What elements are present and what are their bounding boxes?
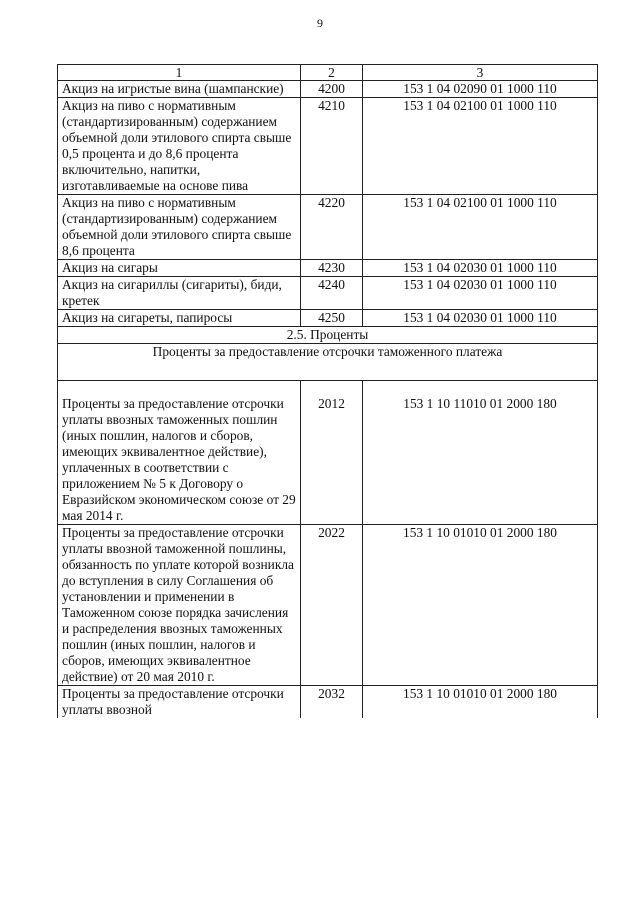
budget-classification-code: 153 1 04 02030 01 1000 110: [363, 260, 598, 277]
page-number: 9: [317, 16, 323, 30]
table-row: [58, 98, 598, 195]
column-header-1: 1: [58, 65, 301, 81]
payment-code: 2012: [301, 381, 363, 525]
table-row: [58, 686, 598, 719]
payment-name: Акциз на пиво с нормативным (стандартизированным) содержанием объемной доли этилового спирта свыше 8,6 процента: [58, 195, 301, 260]
budget-classification-code: 153 1 04 02030 01 1000 110: [363, 277, 598, 310]
payment-code: 4250: [301, 310, 363, 327]
payment-code: 2032: [301, 686, 363, 719]
payment-code: 4200: [301, 81, 363, 98]
table-row: [58, 81, 598, 98]
table-row: [58, 310, 598, 327]
payment-name: Акциз на игристые вина (шампанские): [58, 81, 301, 98]
payment-name: Акциз на пиво с нормативным (стандартизированным) содержанием объемной доли этилового спирта свыше 0,5 процента и до 8,6 процента включительно, напитки, изготавливаемые на основе пива: [58, 98, 301, 195]
payment-name: Проценты за предоставление отсрочки уплаты ввозной таможенной пошлины, обязанность по уплате которой возникла до вступления в силу Соглашения об установлении и применении в Таможенном союзе порядка зачисления и распределения ввозных таможенных пошлин (иных пошлин, налогов и сборов, имеющих эквивалентное действие) от 20 мая 2010 г.: [58, 525, 301, 686]
payment-code: 4240: [301, 277, 363, 310]
table-row: [58, 525, 598, 686]
payment-name: Проценты за предоставление отсрочки уплаты ввозных таможенных пошлин (иных пошлин, налогов и сборов, имеющих эквивалентное действие), уплаченных в соответствии с приложением № 5 к Договору о Евразийском экономическом союзе от 29 мая 2014 г.: [58, 381, 301, 525]
subsection-title: Проценты за предоставление отсрочки таможенного платежа: [58, 344, 598, 381]
payment-name: Акциз на сигареты, папиросы: [58, 310, 301, 327]
budget-classification-code: 153 1 04 02100 01 1000 110: [363, 98, 598, 195]
table-row: [58, 381, 598, 525]
payment-code: 2022: [301, 525, 363, 686]
budget-classification-code: 153 1 04 02030 01 1000 110: [363, 310, 598, 327]
payment-code: 4220: [301, 195, 363, 260]
payment-name: Акциз на сигары: [58, 260, 301, 277]
budget-classification-code: 153 1 04 02100 01 1000 110: [363, 195, 598, 260]
budget-classification-code: 153 1 04 02090 01 1000 110: [363, 81, 598, 98]
payment-code: 4230: [301, 260, 363, 277]
payment-name: Акциз на сигариллы (сигариты), биди, кретек: [58, 277, 301, 310]
budget-classification-code: 153 1 10 01010 01 2000 180: [363, 686, 598, 719]
budget-classification-code: 153 1 10 11010 01 2000 180: [363, 381, 598, 525]
section-heading-row: [58, 327, 598, 344]
payment-name: Проценты за предоставление отсрочки уплаты ввозной: [58, 686, 301, 719]
table-row: [58, 195, 598, 260]
column-header-3: 3: [363, 65, 598, 81]
table-row: [58, 260, 598, 277]
payment-code: 4210: [301, 98, 363, 195]
column-header-2: 2: [301, 65, 363, 81]
budget-classification-code: 153 1 10 01010 01 2000 180: [363, 525, 598, 686]
subsection-heading-row: [58, 344, 598, 381]
table-row: [58, 277, 598, 310]
budget-codes-table: [57, 64, 598, 718]
table-header-row: [58, 65, 598, 81]
section-title: 2.5. Проценты: [58, 327, 598, 344]
